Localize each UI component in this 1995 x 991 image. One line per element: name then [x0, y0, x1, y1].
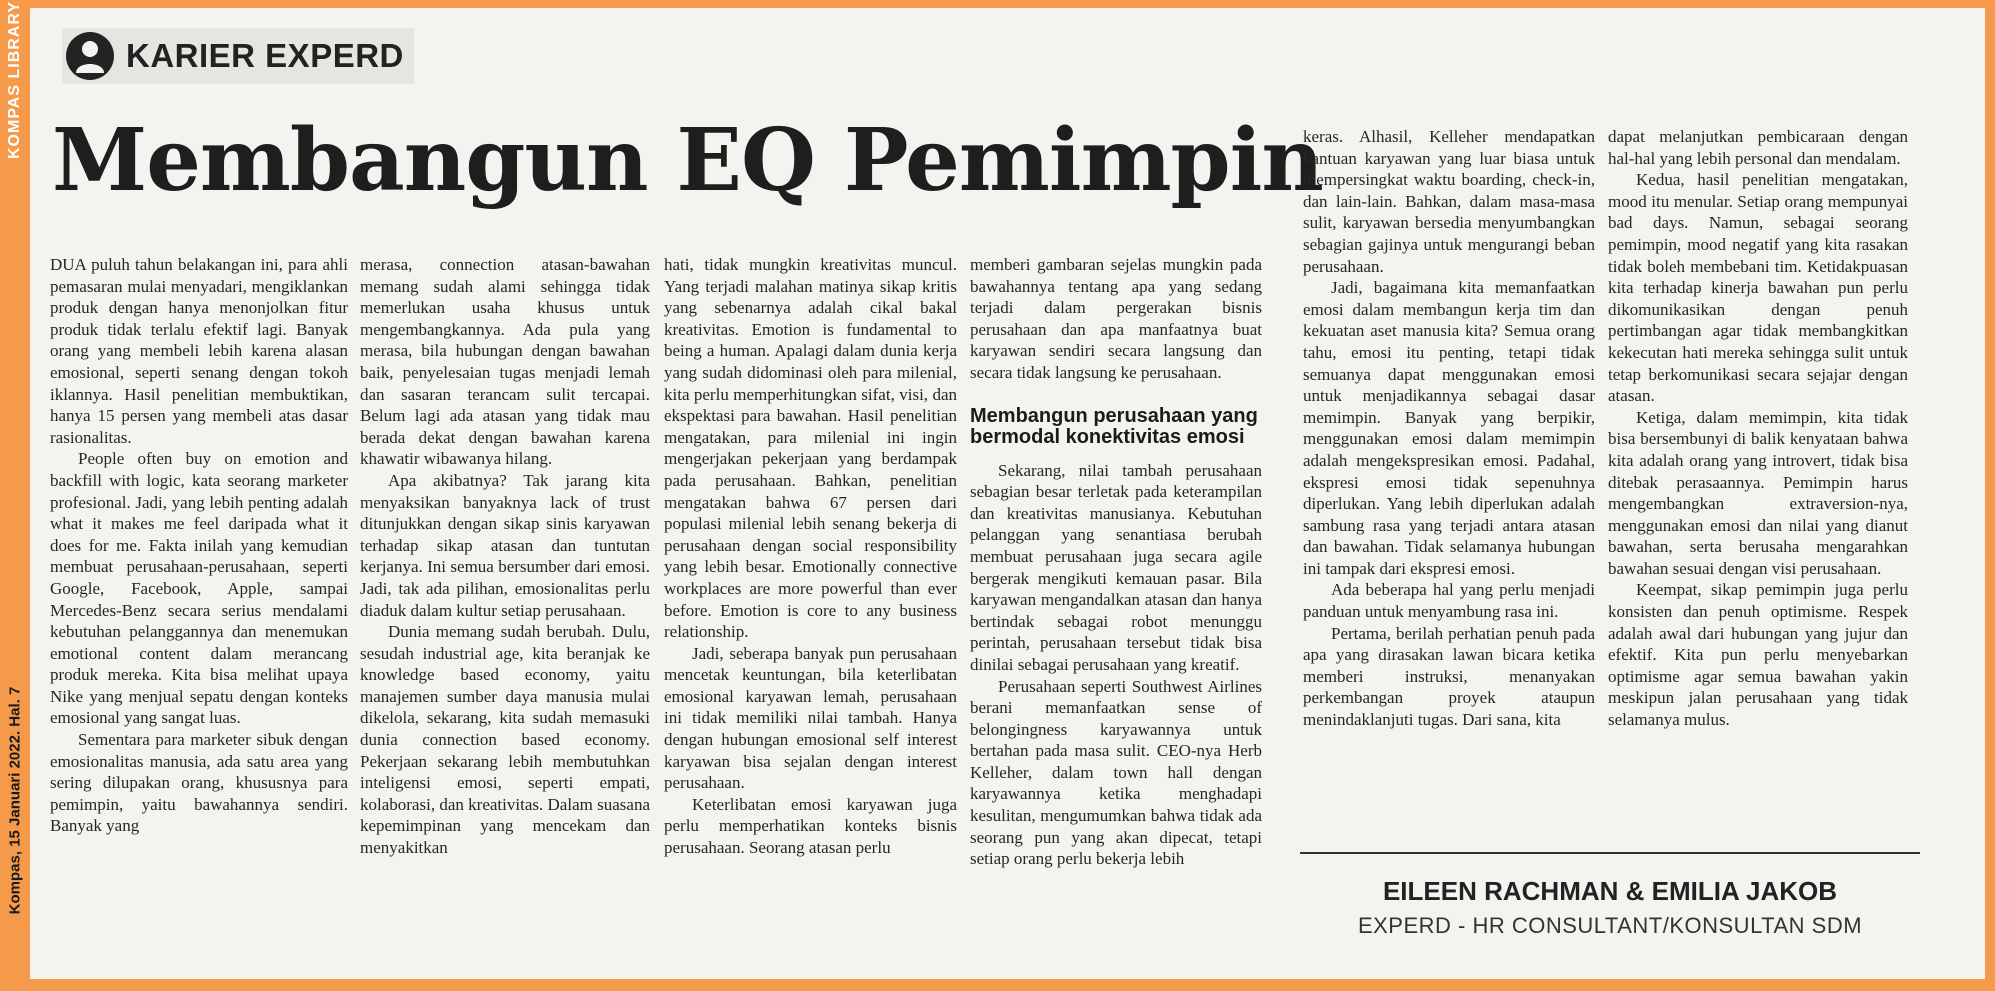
paragraph: Apa akibatnya? Tak jarang kita menyaksikan banyaknya lack of trust ditunjukkan dengan sikap sinis karyawan terhadap sikap atasan dan tuntutan kerjanya. Ini semua bersumber dari emosi. Jadi, tak ada pilihan, emosionalitas perlu diaduk dalam kultur setiap perusahaan. [360, 470, 650, 620]
paragraph: memberi gambaran sejelas mungkin pada bawahannya tentang apa yang sedang terjadi dalam pergerakan bisnis perusahaan dan apa manfaatnya buat karyawan sendiri secara langsung dan secara tidak langsung ke perusahaan. [970, 255, 1262, 382]
paragraph: merasa, connection atasan-bawahan memang sudah alami sehingga tidak memerlukan usaha khusus untuk mengembangkannya. Ada pula yang merasa, bila hubungan dengan bawahan baik, penyelesaian tugas menjadi lemah dan sasaran terancam sulit tercapai. Belum lagi ada atasan yang tidak mau berada dekat dengan bawahan karena khawatir wibawanya hilang. [360, 255, 650, 469]
paragraph: People often buy on emotion and backfill with logic, kata seorang marketer profesional. Jadi, yang lebih penting adalah what it makes me feel daripada what it does for me. Fakta inilah yang kemudian membuat perusahaan-perusahaan, seperti Google, Facebook, Apple, sampai Mercedes-Benz secara serius mendalami kebutuhan pelanggannya dan menemukan emotional content dalam merancang produk mereka. Kita bisa melihat upaya Nike yang menjual sepatu dengan konteks emosional yang sangat luas. [50, 449, 348, 728]
article-column-4 [970, 254, 1262, 870]
paragraph: Ketiga, dalam memimpin, kita tidak bisa bersembunyi di balik kenyataan bahwa kita adalah orang yang introvert, tidak bisa ditebak perasaannya. Pemimpin harus mengembangkan extraversion-nya, menggunakan emosi dan nilai yang dianut bawahan, serta berusaha mengarahkan bawahan sesuai dengan visi perusahaan. [1608, 407, 1908, 578]
paragraph: Kedua, hasil penelitian mengatakan, mood itu menular. Setiap orang mempunyai bad days. Namun, sebagai seorang pemimpin, mood negatif yang kita rasakan tidak boleh membebani tim. Ketidakpuasan kita terhadap kinerja bawahan pun perlu dikomunikasikan dengan penuh pertimbangan agar tidak membangkitkan kekecutan hati mereka sehingga sulit untuk tetap berkomunikasi secara sejajar dengan atasan. [1608, 170, 1908, 406]
author-names: EILEEN RACHMAN & EMILIA JAKOB [1382, 876, 1838, 906]
person-icon [66, 32, 114, 80]
library-logo-text: KOMPAS LIBRARY [6, 1, 23, 159]
paragraph: Sementara para marketer sibuk dengan emosionalitas manusia, ada satu area yang sering dilupakan orang, khususnya para pemimpin, yaitu bawahannya sendiri. Banyak yang [50, 730, 348, 836]
paragraph: DUA puluh tahun belakangan ini, para ahli pemasaran mulai menyadari, mengiklankan produk dengan hanya menonjolkan fitur produk tidak terlalu efektif lagi. Banyak orang yang membeli lebih karena alasan emosional, seperti senang dengan tokoh iklannya. Hasil penelitian membuktikan, hanya 15 persen yang membeli atas dasar rasionalitas. [50, 255, 348, 447]
source-credit [0, 640, 30, 960]
article-column-6 [1608, 126, 1908, 731]
paragraph: Perusahaan seperti Southwest Airlines berani memanfaatkan sense of belongingness karyawannya untuk bertahan pada masa sulit. CEO-nya Herb Kelleher, dalam town hall dengan karyawannya ketika menghadapi kesulitan, mengumumkan bahwa tidak ada seorang pun yang akan dipecat, tetapi setiap orang perlu bekerja lebih [970, 676, 1262, 869]
article-column-5 [1303, 126, 1595, 731]
author-role: EXPERD - HR CONSULTANT/KONSULTAN SDM [1357, 913, 1863, 938]
article-column-2 [360, 254, 650, 859]
paragraph: Sekarang, nilai tambah perusahaan sebagian besar terletak pada keterampilan dan kreativitas manusianya. Kebutuhan pelanggan yang senantiasa berubah membuat perusahaan juga secara agile bergerak mengikuti kemauan pasar. Bila karyawan mengandalkan atasan dan hanya bertindak sebagai robot menunggu perintah, perusahaan tersebut tidak bisa dinilai sebagai perusahaan yang kreatif. [970, 460, 1262, 674]
paragraph: Pertama, berilah perhatian penuh pada apa yang dirasakan lawan bicara ketika memberi instruksi, menanyakan perkembangan proyek ataupun menindaklanjuti tugas. Dari sana, kita [1303, 623, 1595, 730]
source-credit-text: Kompas, 15 Januari 2022. Hal. 7 [6, 686, 24, 914]
paragraph: Keempat, sikap pemimpin juga perlu konsisten dan penuh optimisme. Respek adalah awal dari hubungan yang jujur dan efektif. Kita pun perlu menyebarkan optimisme agar semua bawahan yakin meskipun jalan perusahaan yang tidak selamanya mulus. [1608, 580, 1908, 730]
paragraph: dapat melanjutkan pembicaraan dengan hal-hal yang lebih personal dan mendalam. [1608, 127, 1908, 168]
paragraph: hati, tidak mungkin kreativitas muncul. Yang terjadi malahan matinya sikap kritis yang sebenarnya adalah cikal bakal kreativitas. Emotion is fundamental to being a human. Apalagi dalam dunia kerja yang sudah didominasi oleh para milenial, kita perlu memperhitungkan sifat, visi, dan ekspektasi para bawahan. Hasil penelitian mengatakan, para milenial ini ingin mengerjakan pekerjaan yang berdampak pada perusahaan. Bahkan, penelitian mengatakan bahwa 67 persen dari populasi milenial lebih senang bekerja di perusahaan dengan social responsibility yang lebih besar. Emotionally connective workplaces are more powerful than ever before. Emotion is core to any business relationship. [664, 255, 957, 642]
article-column-1 [50, 254, 348, 837]
paragraph: Jadi, bagaimana kita memanfaatkan emosi dalam membangun kerja tim dan kekuatan aset manusia kita? Semua orang tahu, emosi itu penting, tetapi tidak semuanya dapat menggunakan emosi untuk menjadikannya sebagai dasar memimpin. Banyak yang berpikir, menggunakan emosi dalam memimpin adalah mengekspresikan emosi. Padahal, ekspresi emosi tidak sepenuhnya diperlukan. Yang lebih diperlukan adalah sambung rasa yang terjadi antara atasan dan bawahan. Tidak selamanya hubungan ini tampak dari ekspresi emosi. [1303, 278, 1595, 578]
rubric-label: KARIER EXPERD [126, 37, 404, 74]
paragraph: Keterlibatan emosi karyawan juga perlu memperhatikan konteks bisnis perusahaan. Seorang atasan perlu [664, 794, 957, 858]
library-logo [0, 0, 30, 160]
article-headline: Membangun EQ Pemimpin [52, 110, 1323, 211]
paragraph: keras. Alhasil, Kelleher mendapatkan bantuan karyawan yang luar biasa untuk mempersingkat waktu boarding, check-in, dan lain-lain. Bahkan, dalam masa-masa sulit, karyawan bersedia menyumbangkan sebagian gajinya untuk mengurangi beban perusahaan. [1303, 127, 1595, 276]
section-subheading: Membangun perusahaan yang bermodal konektivitas emosi [970, 404, 1258, 448]
paragraph: Ada beberapa hal yang perlu menjadi panduan untuk menyambung rasa ini. [1303, 580, 1595, 622]
paragraph: Jadi, seberapa banyak pun perusahaan mencetak keuntungan, bila keterlibatan emosional karyawan lemah, perusahaan ini tidak memiliki nilai tambah. Hanya dengan hubungan emosional self interest karyawan bisa sejalan dengan interest perusahaan. [664, 643, 957, 793]
article-column-3 [664, 254, 957, 859]
paragraph: Dunia memang sudah berubah. Dulu, sesudah industrial age, kita beranjak ke knowledge based economy, yaitu manajemen sumber daya manusia mulai dikelola, sekarang, kita sudah memasuki dunia connection based economy. Pekerjaan sekarang lebih membutuhkan inteligensi emosi, seperti empati, kolaborasi, dan kreativitas. Dalam suasana kepemimpinan yang mencekam dan menyakitkan [360, 622, 650, 858]
rubric-header [62, 28, 414, 84]
author-byline [1300, 852, 1920, 939]
